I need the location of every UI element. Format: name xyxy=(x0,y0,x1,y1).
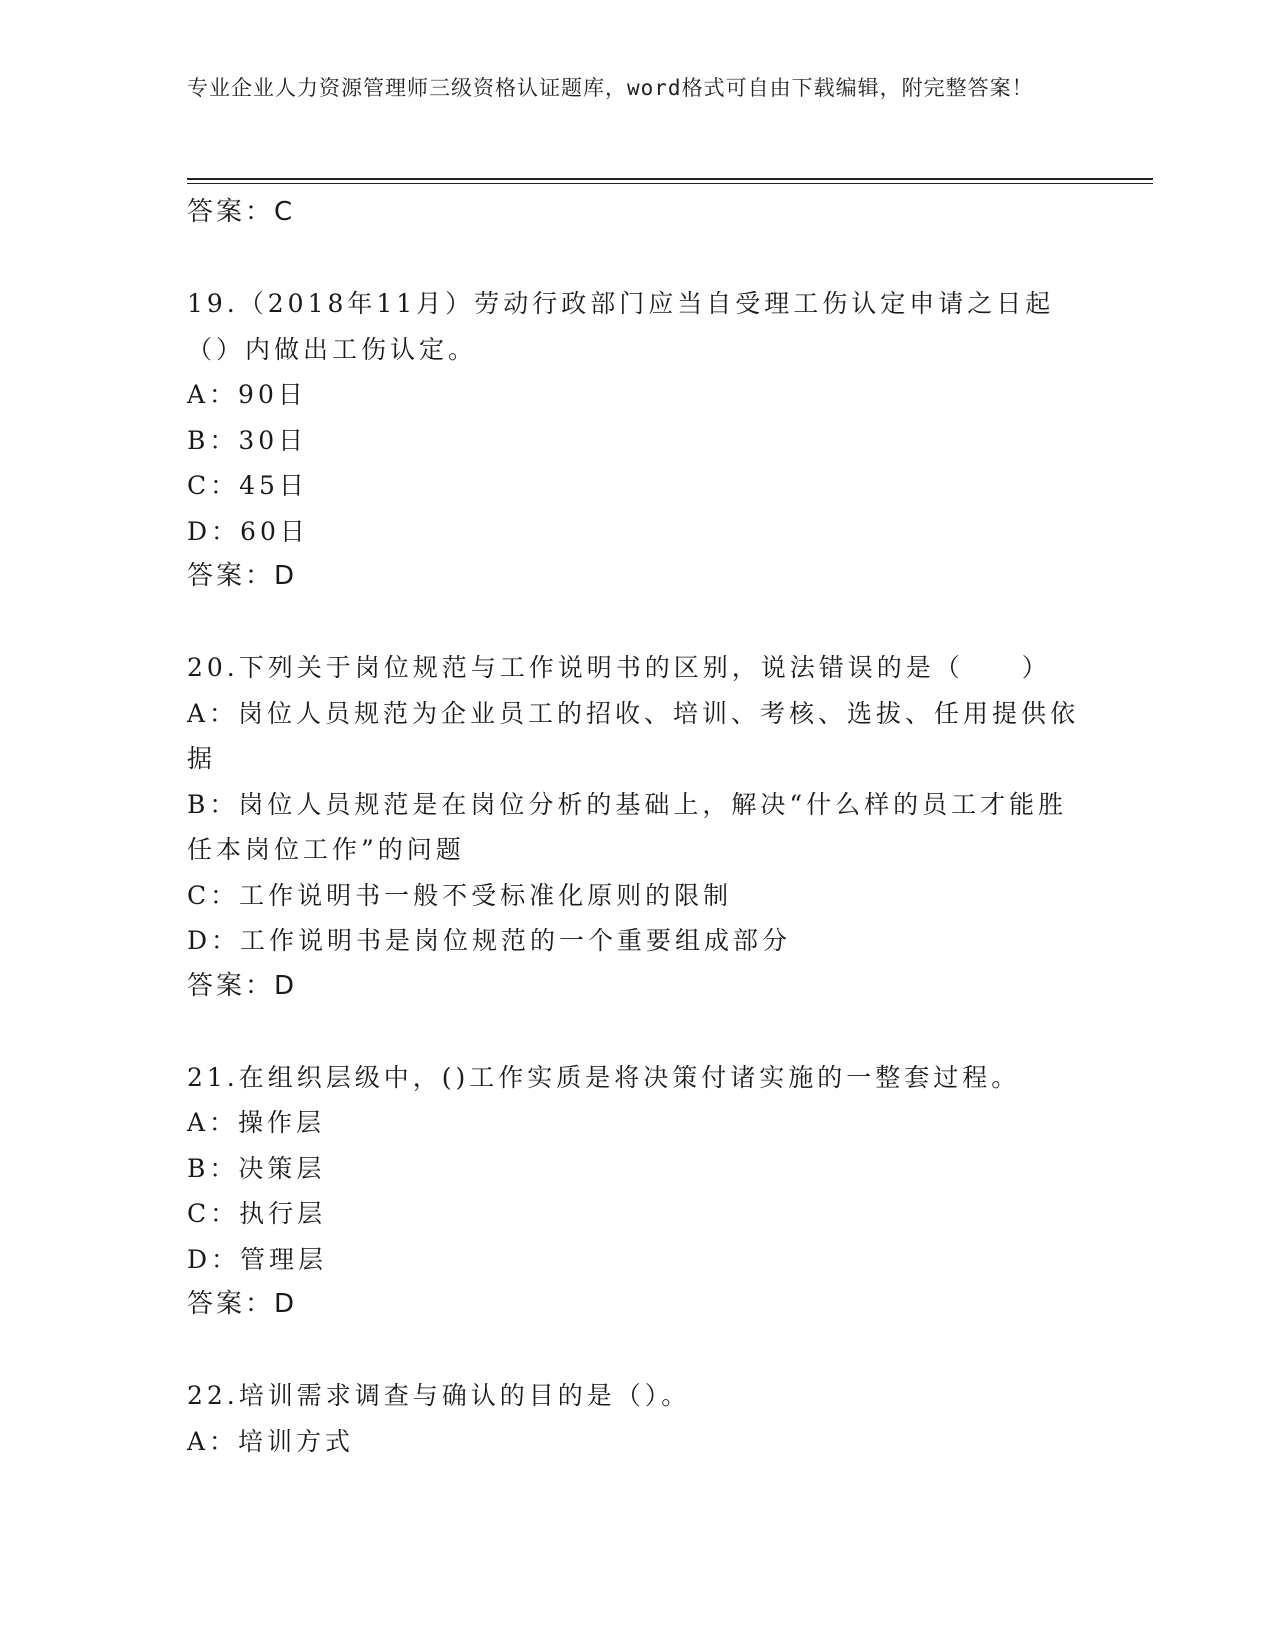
header-rule-thin xyxy=(187,183,1153,184)
spacer xyxy=(187,1009,1087,1055)
option-c: C：45日 xyxy=(187,471,308,500)
question-list xyxy=(187,190,1087,1464)
answer: 答案：D xyxy=(187,1289,298,1319)
document-header: 专业企业人力资源管理师三级资格认证题库，word格式可自由下载编辑，附完整答案！ xyxy=(187,76,1034,100)
option-d: D：工作说明书是岗位规范的一个重要组成部分 xyxy=(187,926,792,955)
option-a: A：操作层 xyxy=(187,1108,326,1137)
question-20 xyxy=(187,645,1087,1009)
question-19 xyxy=(187,281,1087,600)
option-c: C：工作说明书一般不受标准化原则的限制 xyxy=(187,880,733,910)
option-d: D：60日 xyxy=(187,516,309,546)
option-c: C：执行层 xyxy=(187,1199,327,1228)
option-a: A：岗位人员规范为企业员工的招收、培训、考核、选拔、任用提供依据 xyxy=(187,698,1080,773)
question-stem: 21.在组织层级中，()工作实质是将决策付诸实施的一整套过程。 xyxy=(187,1062,1021,1092)
question-stem: 20.下列关于岗位规范与工作说明书的区别，说法错误的是（ ） xyxy=(187,653,1051,682)
question-21 xyxy=(187,1055,1087,1328)
previous-answer: 答案：C xyxy=(187,197,296,227)
option-b: B：30日 xyxy=(187,425,308,455)
answer: 答案：D xyxy=(187,561,298,591)
question-stem: 22.培训需求调查与确认的目的是（）。 xyxy=(187,1381,691,1410)
question-stem: 19.（2018年11月）劳动行政部门应当自受理工伤认定申请之日起（）内做出工伤认定。 xyxy=(187,289,1055,364)
option-a: A：培训方式 xyxy=(187,1426,355,1456)
option-b: B：决策层 xyxy=(187,1153,326,1183)
option-d: D：管理层 xyxy=(187,1244,328,1274)
spacer xyxy=(187,600,1087,646)
spacer xyxy=(187,236,1087,282)
spacer xyxy=(187,1328,1087,1374)
option-a: A：90日 xyxy=(187,380,307,409)
answer: 答案：D xyxy=(187,970,298,1001)
question-22 xyxy=(187,1373,1087,1464)
header-rule-thick xyxy=(187,178,1153,180)
option-b: B：岗位人员规范是在岗位分析的基础上，解决“什么样的员工才能胜任本岗位工作”的问题 xyxy=(187,789,1068,864)
